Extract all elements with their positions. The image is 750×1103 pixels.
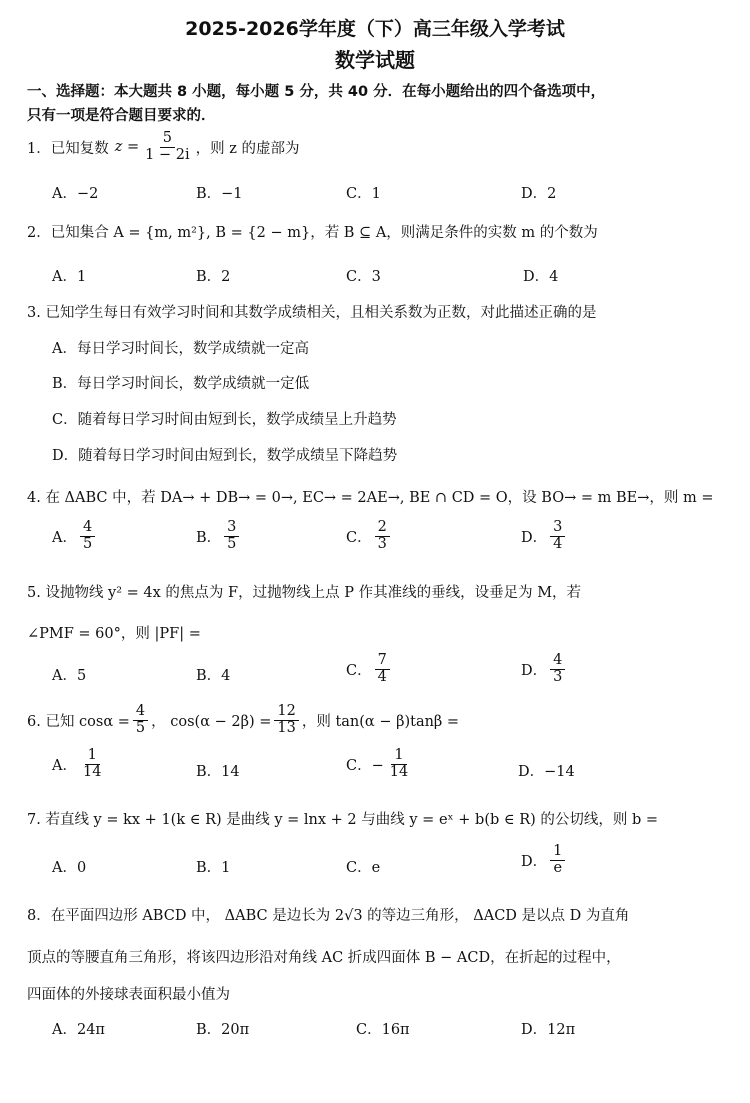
q7-option-b: B．1 [196, 860, 231, 876]
question-5-line2: ∠PMF = 60°，则 |PF| = [27, 626, 201, 642]
question-8-line3: 四面体的外接球表面积最小值为 [27, 987, 230, 1003]
q4-option-a-num: 4 [80, 520, 95, 537]
q4-option-d [521, 520, 568, 553]
q5-option-c-num: 7 [375, 653, 390, 670]
question-2: 2．已知集合 A = {m, m²}, B = {2 − m}，若 B ⊆ A，则满足条件的实数 m 的个数为 [27, 225, 598, 241]
question-6-fraction-1 [133, 704, 148, 737]
q4-option-b-label: B． [196, 529, 222, 546]
q3-option-c: C．随着每日学习时间由短到长，数学成绩呈上升趋势 [52, 412, 397, 428]
q1-option-d: D．2 [521, 186, 557, 202]
q6-option-b: B．14 [196, 764, 240, 780]
q6-option-a-den: 14 [82, 763, 102, 780]
q4-option-c-num: 2 [375, 520, 390, 537]
q7-option-d-num: 1 [550, 844, 565, 861]
q4-option-c-label: C． [346, 529, 372, 546]
q4-option-a-den: 5 [82, 535, 93, 552]
section-heading-line2: 只有一项是符合题目要求的． [27, 108, 216, 124]
q1-option-b: B．−1 [196, 186, 243, 202]
question-8-line1: 8．在平面四边形 ABCD 中， ΔABC 是边长为 2√3 的等边三角形， ΔACD 是以点 D 为直角 [27, 908, 630, 924]
q6-option-c-num: 1 [391, 748, 406, 765]
q5-option-a: A．5 [52, 668, 87, 684]
q2-option-a: A．1 [52, 269, 87, 285]
q4-option-c [346, 520, 393, 553]
q4-option-c-fraction [375, 520, 390, 553]
q5-option-c-den: 4 [377, 668, 387, 685]
question-6-num2: 12 [274, 704, 298, 721]
q4-option-d-fraction [550, 520, 565, 553]
section-heading-line1: 一、选择题：本大题共 8 小题，每小题 5 分，共 40 分．在每小题给出的四个备选项中， [27, 84, 606, 100]
q6-option-a-label: A． [52, 757, 77, 774]
question-6-suffix: ，则 tan(α − β)tanβ = [301, 713, 460, 730]
q6-option-a-fraction [80, 748, 104, 781]
q5-option-d [521, 653, 568, 686]
q6-option-c-den: 14 [389, 763, 409, 780]
q7-option-d-fraction [550, 844, 565, 877]
q4-option-c-den: 3 [377, 535, 387, 552]
q4-option-d-num: 3 [550, 520, 565, 537]
q4-option-b-fraction [224, 520, 239, 553]
q5-option-d-label: D． [521, 662, 548, 679]
question-6-num1: 4 [133, 704, 148, 721]
q4-option-a-fraction [80, 520, 95, 553]
q4-option-b-num: 3 [224, 520, 239, 537]
exam-subtitle: 数学试题 [335, 48, 415, 72]
question-1-z: z = [114, 139, 140, 155]
q3-option-a: A．每日学习时间长，数学成绩就一定高 [52, 341, 309, 357]
q5-option-c-label: C． [346, 662, 372, 679]
q6-option-a [52, 748, 107, 781]
question-6-fraction-2 [274, 704, 298, 737]
exam-title: 2025-2026学年度（下）高三年级入学考试 [185, 18, 565, 40]
q5-option-b: B．4 [196, 668, 231, 684]
question-6-den1: 5 [135, 719, 146, 736]
question-1-fraction [142, 131, 192, 164]
q6-option-c-fraction [387, 748, 411, 781]
question-6-prefix: 6. 已知 cosα = [27, 713, 130, 730]
q1-option-c: C．1 [346, 186, 381, 202]
q7-option-c: C．e [346, 860, 381, 876]
q5-option-c-fraction [375, 653, 390, 686]
q4-option-d-den: 4 [553, 535, 563, 552]
q6-option-a-num: 1 [85, 748, 100, 765]
q2-option-d: D．4 [523, 269, 559, 285]
question-8-line2: 顶点的等腰直角三角形，将该四边形沿对角线 AC 折成四面体 B − ACD，在折起的过程中， [27, 950, 621, 966]
q8-option-d: D．12π [521, 1022, 576, 1038]
q4-option-a-label: A． [52, 529, 77, 546]
q6-option-c-label: C．− [346, 757, 384, 774]
question-6-mid: ， cos(α − 2β) = [151, 713, 272, 730]
q2-option-c: C．3 [346, 269, 381, 285]
q1-option-a: A．−2 [52, 186, 99, 202]
question-6-den2: 13 [277, 719, 296, 736]
question-5-line1: 5. 设抛物线 y² = 4x 的焦点为 F，过抛物线上点 P 作其准线的垂线，设垂足为 M，若 [27, 585, 582, 601]
q4-option-a [52, 520, 98, 553]
q3-option-b: B．每日学习时间长，数学成绩就一定低 [52, 376, 310, 392]
question-1-num: 5 [160, 131, 175, 148]
question-1-den: 1 − 2i [145, 146, 190, 163]
q8-option-c: C．16π [356, 1022, 410, 1038]
q7-option-d [521, 844, 568, 877]
question-4: 4. 在 ΔABC 中，若 DA→ + DB→ = 0→, EC→ = 2AE→, BE ∩ CD = O，设 BO→ = m BE→，则 m = [27, 490, 714, 506]
q5-option-c [346, 653, 393, 686]
q6-option-c [346, 748, 414, 781]
question-1-suffix: ，则 z 的虚部为 [195, 140, 300, 157]
question-1-prefix: 1．已知复数 [27, 140, 109, 157]
question-3: 3. 已知学生每日有效学习时间和其数学成绩相关，且相关系数为正数，对此描述正确的是 [27, 305, 597, 321]
q4-option-b [196, 520, 242, 553]
q5-option-d-den: 3 [553, 668, 563, 685]
q7-option-d-den: e [553, 859, 563, 876]
q4-option-b-den: 5 [227, 535, 237, 552]
q6-option-d: D．−14 [518, 764, 575, 780]
q2-option-b: B．2 [196, 269, 231, 285]
q4-option-d-label: D． [521, 529, 548, 546]
q3-option-d: D．随着每日学习时间由短到长，数学成绩呈下降趋势 [52, 448, 398, 464]
question-6 [27, 700, 459, 740]
q5-option-d-fraction [550, 653, 565, 686]
q7-option-d-label: D． [521, 853, 548, 870]
q8-option-b: B．20π [196, 1022, 250, 1038]
q8-option-a: A．24π [52, 1022, 105, 1038]
q5-option-d-num: 4 [550, 653, 565, 670]
question-7: 7. 若直线 y = kx + 1(k ∈ R) 是曲线 y = lnx + 2 与曲线 y = eˣ + b(b ∈ R) 的公切线，则 b = [27, 812, 659, 828]
q7-option-a: A．0 [52, 860, 87, 876]
question-1 [27, 127, 299, 167]
